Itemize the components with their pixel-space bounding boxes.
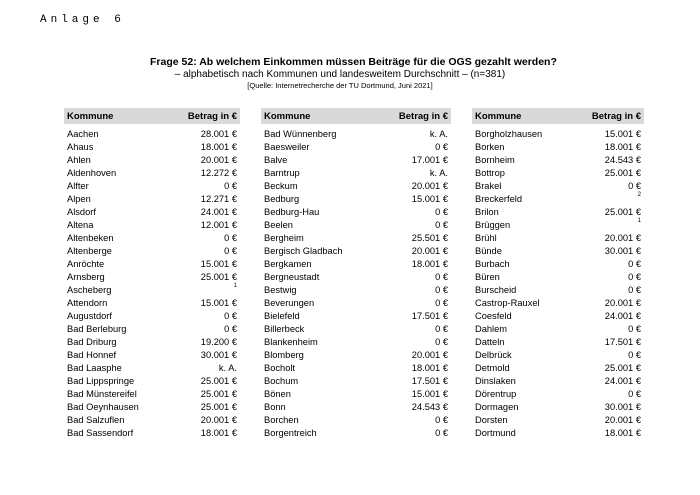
kommune-name: Brakel bbox=[475, 180, 502, 191]
table-row bbox=[261, 153, 451, 166]
betrag-value: 28.001 € bbox=[200, 128, 237, 139]
kommune-name: Barntrup bbox=[264, 167, 300, 178]
kommune-name: Arnsberg bbox=[67, 271, 105, 282]
column-header bbox=[261, 108, 451, 124]
kommune-name: Ahaus bbox=[67, 141, 94, 152]
kommune-name: Altenberge bbox=[67, 245, 112, 256]
betrag-value: 17.501 € bbox=[604, 336, 641, 347]
kommune-name: Attendorn bbox=[67, 297, 108, 308]
table-row bbox=[261, 231, 451, 244]
table-row bbox=[64, 192, 240, 205]
betrag-value: 12.272 € bbox=[200, 167, 237, 178]
table-row bbox=[64, 348, 240, 361]
kommune-name: Dorsten bbox=[475, 414, 508, 425]
betrag-value: 0 € bbox=[628, 258, 641, 269]
table-row bbox=[261, 257, 451, 270]
table-row bbox=[261, 244, 451, 257]
betrag-value: 20.001 € bbox=[200, 154, 237, 165]
kommune-name: Bad Oeynhausen bbox=[67, 401, 139, 412]
kommune-name: Dörentrup bbox=[475, 388, 517, 399]
table-row bbox=[64, 218, 240, 231]
betrag-value: 25.001 € bbox=[604, 167, 641, 178]
betrag-value: 0 € bbox=[435, 271, 448, 282]
kommune-name: Bad Laasphe bbox=[67, 362, 122, 373]
betrag-value: 25.001 € bbox=[604, 362, 641, 373]
kommune-name: Anröchte bbox=[67, 258, 105, 269]
betrag-value: 30.001 € bbox=[604, 245, 641, 256]
table-row bbox=[64, 166, 240, 179]
kommune-name: Bad Münstereifel bbox=[67, 388, 137, 399]
kommune-name: Detmold bbox=[475, 362, 510, 373]
betrag-value: k. A. bbox=[429, 167, 448, 178]
betrag-value: 0 € bbox=[435, 284, 448, 295]
kommune-name: Bottrop bbox=[475, 167, 505, 178]
kommune-name: Bergisch Gladbach bbox=[264, 245, 343, 256]
betrag-value: 12.001 € bbox=[200, 219, 237, 230]
kommune-name: Balve bbox=[264, 154, 288, 165]
table-row bbox=[261, 140, 451, 153]
table-row bbox=[261, 335, 451, 348]
betrag-value: 20.001 € bbox=[604, 232, 641, 243]
kommune-name: Beelen bbox=[264, 219, 293, 230]
betrag-value: 15.001 € bbox=[200, 297, 237, 308]
table-row bbox=[64, 244, 240, 257]
table-row bbox=[64, 140, 240, 153]
kommune-name: Brühl bbox=[475, 232, 497, 243]
kommune-name: Bad Lippspringe bbox=[67, 375, 135, 386]
table-row bbox=[472, 166, 644, 179]
betrag-value: k. A. bbox=[218, 362, 237, 373]
header-kommune: Kommune bbox=[264, 110, 311, 122]
table-row bbox=[64, 400, 240, 413]
kommune-name: Aachen bbox=[67, 128, 99, 139]
kommune-name: Bedburg bbox=[264, 193, 300, 204]
table-row bbox=[472, 231, 644, 244]
betrag-value: 24.543 € bbox=[411, 401, 448, 412]
kommune-name: Brilon bbox=[475, 206, 499, 217]
betrag-value: 15.001 € bbox=[411, 388, 448, 399]
betrag-value: 20.001 € bbox=[411, 349, 448, 360]
betrag-value: 18.001 € bbox=[200, 427, 237, 438]
kommune-name: Borgholzhausen bbox=[475, 128, 543, 139]
kommune-name: Bad Driburg bbox=[67, 336, 117, 347]
table-row bbox=[64, 283, 240, 296]
kommune-name: Burbach bbox=[475, 258, 510, 269]
table-row bbox=[261, 270, 451, 283]
table-row bbox=[472, 426, 644, 439]
kommune-name: Bad Berleburg bbox=[67, 323, 127, 334]
header-betrag: Betrag in € bbox=[398, 110, 448, 122]
table-row bbox=[472, 205, 644, 218]
table-row bbox=[64, 335, 240, 348]
kommune-name: Bielefeld bbox=[264, 310, 300, 321]
table-row bbox=[261, 192, 451, 205]
kommune-name: Bocholt bbox=[264, 362, 296, 373]
betrag-value: 25.001 € bbox=[200, 388, 237, 399]
kommune-name: Dahlem bbox=[475, 323, 508, 334]
betrag-value: 17.501 € bbox=[411, 375, 448, 386]
kommune-name: Dinslaken bbox=[475, 375, 516, 386]
kommune-name: Borgentreich bbox=[264, 427, 317, 438]
table-row bbox=[64, 270, 240, 283]
table-row bbox=[261, 387, 451, 400]
table-row bbox=[64, 257, 240, 270]
table-row bbox=[261, 166, 451, 179]
header-kommune: Kommune bbox=[475, 110, 522, 122]
kommune-name: Bergkamen bbox=[264, 258, 312, 269]
kommune-name: Datteln bbox=[475, 336, 505, 347]
betrag-value: 18.001 € bbox=[604, 427, 641, 438]
table-row bbox=[472, 192, 644, 205]
kommune-name: Bochum bbox=[264, 375, 299, 386]
betrag-value: 0 € bbox=[435, 219, 448, 230]
kommune-name: Coesfeld bbox=[475, 310, 512, 321]
betrag-value: 0 € bbox=[628, 271, 641, 282]
title-block bbox=[150, 56, 557, 90]
table-row bbox=[64, 179, 240, 192]
kommune-name: Beckum bbox=[264, 180, 298, 191]
table-row bbox=[64, 387, 240, 400]
betrag-value: k. A. bbox=[429, 128, 448, 139]
betrag-value: 17.001 € bbox=[411, 154, 448, 165]
table-row bbox=[261, 361, 451, 374]
betrag-value: 18.001 € bbox=[411, 258, 448, 269]
table-row bbox=[64, 322, 240, 335]
table-row bbox=[472, 179, 644, 192]
betrag-value: 25.001 € bbox=[200, 375, 237, 386]
kommune-name: Alfter bbox=[67, 180, 89, 191]
kommune-name: Altenbeken bbox=[67, 232, 114, 243]
footnote-marker: 1 bbox=[637, 218, 641, 224]
betrag-value: 20.001 € bbox=[200, 414, 237, 425]
table-row bbox=[261, 296, 451, 309]
kommune-name: Ascheberg bbox=[67, 284, 112, 295]
betrag-value: 25.001 € bbox=[200, 401, 237, 412]
table-row bbox=[261, 179, 451, 192]
footnote-marker: 1 bbox=[233, 283, 237, 289]
kommune-name: Bonn bbox=[264, 401, 286, 412]
table-row bbox=[261, 413, 451, 426]
kommune-name: Dortmund bbox=[475, 427, 516, 438]
betrag-value: 0 € bbox=[628, 323, 641, 334]
kommune-name: Borken bbox=[475, 141, 505, 152]
table-column-1 bbox=[64, 108, 240, 439]
kommune-name: Bergneustadt bbox=[264, 271, 320, 282]
table-row bbox=[261, 205, 451, 218]
table-row bbox=[472, 296, 644, 309]
betrag-value: 0 € bbox=[435, 297, 448, 308]
table-row bbox=[472, 257, 644, 270]
betrag-value: 0 € bbox=[628, 284, 641, 295]
table-column-3 bbox=[472, 108, 644, 439]
kommune-name: Beverungen bbox=[264, 297, 315, 308]
table-row bbox=[472, 361, 644, 374]
kommune-name: Brüggen bbox=[475, 219, 511, 230]
table-row bbox=[472, 322, 644, 335]
column-header bbox=[472, 108, 644, 124]
betrag-value: 19.200 € bbox=[200, 336, 237, 347]
betrag-value: 0 € bbox=[628, 349, 641, 360]
kommune-name: Alpen bbox=[67, 193, 91, 204]
table-row bbox=[261, 127, 451, 140]
kommune-name: Dormagen bbox=[475, 401, 519, 412]
table-row bbox=[472, 270, 644, 283]
kommune-name: Borchen bbox=[264, 414, 299, 425]
kommune-name: Blomberg bbox=[264, 349, 304, 360]
kommune-name: Blankenheim bbox=[264, 336, 318, 347]
kommune-name: Bad Honnef bbox=[67, 349, 117, 360]
kommune-name: Bad Wünnenberg bbox=[264, 128, 337, 139]
header-betrag: Betrag in € bbox=[591, 110, 641, 122]
kommune-name: Bestwig bbox=[264, 284, 297, 295]
source-note: [Quelle: Internetrecherche der TU Dortmund, Juni 2021] bbox=[247, 81, 433, 90]
betrag-value: 0 € bbox=[435, 206, 448, 217]
betrag-value: 18.001 € bbox=[411, 362, 448, 373]
table-row bbox=[472, 400, 644, 413]
betrag-value: 20.001 € bbox=[411, 180, 448, 191]
betrag-value: 0 € bbox=[224, 232, 237, 243]
table-row bbox=[472, 218, 644, 231]
betrag-value: 12.271 € bbox=[200, 193, 237, 204]
kommune-name: Bad Salzuflen bbox=[67, 414, 125, 425]
betrag-value: 0 € bbox=[435, 141, 448, 152]
betrag-value: 25.001 € bbox=[200, 271, 237, 282]
table-row bbox=[261, 218, 451, 231]
table-row bbox=[261, 400, 451, 413]
kommune-name: Bergheim bbox=[264, 232, 304, 243]
table-row bbox=[64, 153, 240, 166]
table-row bbox=[64, 127, 240, 140]
table-row bbox=[472, 153, 644, 166]
kommune-name: Castrop-Rauxel bbox=[475, 297, 540, 308]
betrag-value: 24.001 € bbox=[604, 375, 641, 386]
kommune-name: Bönen bbox=[264, 388, 291, 399]
betrag-value: 20.001 € bbox=[604, 414, 641, 425]
betrag-value: 0 € bbox=[435, 427, 448, 438]
table-row bbox=[64, 231, 240, 244]
kommune-name: Altena bbox=[67, 219, 94, 230]
page-title: Frage 52: Ab welchem Einkommen müssen Beiträge für die OGS gezahlt werden? bbox=[150, 56, 557, 68]
betrag-value: 24.543 € bbox=[604, 154, 641, 165]
table-row bbox=[472, 387, 644, 400]
column-header bbox=[64, 108, 240, 124]
table-row bbox=[472, 244, 644, 257]
table-row bbox=[261, 283, 451, 296]
betrag-value: 20.001 € bbox=[411, 245, 448, 256]
betrag-value: 24.001 € bbox=[200, 206, 237, 217]
kommune-name: Breckerfeld bbox=[475, 193, 523, 204]
betrag-value: 0 € bbox=[224, 323, 237, 334]
table-row bbox=[64, 296, 240, 309]
table-row bbox=[261, 309, 451, 322]
kommune-name: Augustdorf bbox=[67, 310, 112, 321]
table-row bbox=[472, 413, 644, 426]
table-row bbox=[261, 322, 451, 335]
table-row bbox=[261, 348, 451, 361]
betrag-value: 15.001 € bbox=[200, 258, 237, 269]
betrag-value: 0 € bbox=[628, 388, 641, 399]
kommune-name: Büren bbox=[475, 271, 500, 282]
table-row bbox=[64, 374, 240, 387]
table-row bbox=[64, 426, 240, 439]
header-kommune: Kommune bbox=[67, 110, 114, 122]
table-row bbox=[472, 140, 644, 153]
betrag-value: 0 € bbox=[628, 180, 641, 191]
betrag-value: 20.001 € bbox=[604, 297, 641, 308]
kommune-name: Baesweiler bbox=[264, 141, 310, 152]
kommune-name: Bedburg-Hau bbox=[264, 206, 320, 217]
betrag-value: 15.001 € bbox=[411, 193, 448, 204]
betrag-value: 0 € bbox=[224, 310, 237, 321]
annex-label: Anlage 6 bbox=[40, 14, 125, 26]
table-row bbox=[472, 309, 644, 322]
betrag-value: 30.001 € bbox=[604, 401, 641, 412]
kommune-name: Burscheid bbox=[475, 284, 517, 295]
table-row bbox=[64, 309, 240, 322]
table-row bbox=[472, 348, 644, 361]
kommune-name: Aldenhoven bbox=[67, 167, 117, 178]
betrag-value: 25.001 € bbox=[604, 206, 641, 217]
table-column-2 bbox=[261, 108, 451, 439]
table-row bbox=[472, 335, 644, 348]
betrag-value: 0 € bbox=[435, 323, 448, 334]
kommune-name: Alsdorf bbox=[67, 206, 96, 217]
table-row bbox=[64, 413, 240, 426]
betrag-value: 0 € bbox=[435, 336, 448, 347]
kommune-name: Delbrück bbox=[475, 349, 512, 360]
table-row bbox=[261, 426, 451, 439]
betrag-value: 25.501 € bbox=[411, 232, 448, 243]
page-subtitle: – alphabetisch nach Kommunen und landesweitem Durchschnitt – (n=381) bbox=[174, 69, 506, 80]
table-row bbox=[472, 127, 644, 140]
table-row bbox=[64, 361, 240, 374]
table-row bbox=[64, 205, 240, 218]
header-betrag: Betrag in € bbox=[187, 110, 237, 122]
table-row bbox=[261, 374, 451, 387]
kommune-name: Billerbeck bbox=[264, 323, 305, 334]
kommune-name: Bornheim bbox=[475, 154, 515, 165]
betrag-value: 0 € bbox=[224, 180, 237, 191]
betrag-value: 15.001 € bbox=[604, 128, 641, 139]
betrag-value: 18.001 € bbox=[200, 141, 237, 152]
betrag-value: 0 € bbox=[435, 414, 448, 425]
table-row bbox=[472, 283, 644, 296]
betrag-value: 17.501 € bbox=[411, 310, 448, 321]
kommune-name: Bad Sassendorf bbox=[67, 427, 134, 438]
kommune-name: Bünde bbox=[475, 245, 502, 256]
betrag-value: 30.001 € bbox=[200, 349, 237, 360]
table-row bbox=[472, 374, 644, 387]
betrag-value: 0 € bbox=[224, 245, 237, 256]
betrag-value: 24.001 € bbox=[604, 310, 641, 321]
kommune-name: Ahlen bbox=[67, 154, 91, 165]
footnote-marker: 2 bbox=[637, 192, 641, 198]
betrag-value: 18.001 € bbox=[604, 141, 641, 152]
